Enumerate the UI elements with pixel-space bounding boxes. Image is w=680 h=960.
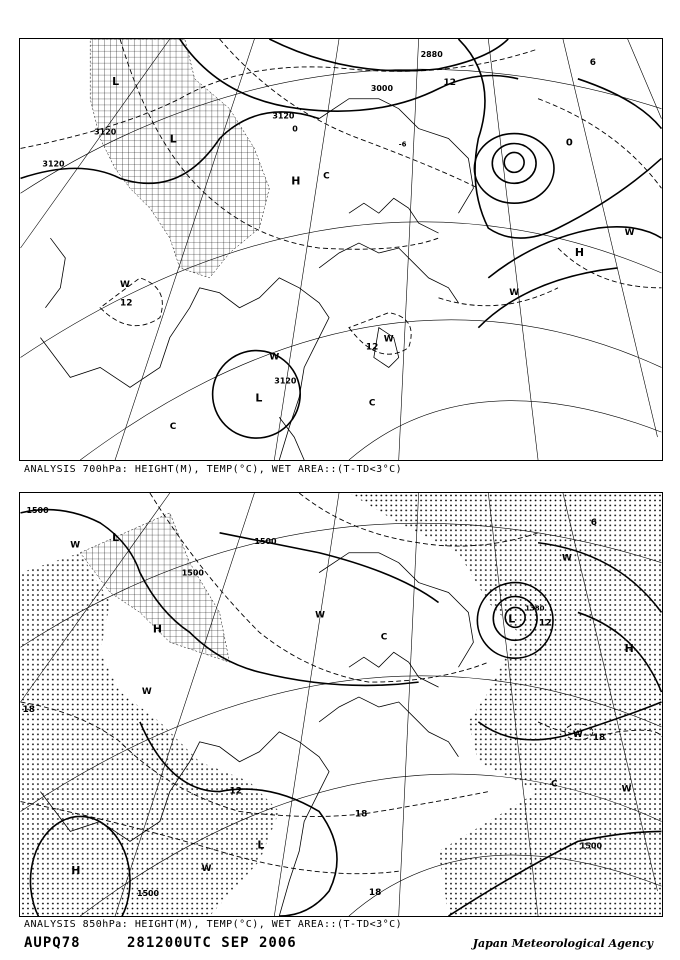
low-center-marker: L [112, 530, 120, 544]
temp-label: 6 [589, 57, 597, 68]
temp-label: 18 [592, 732, 606, 743]
height-label: 1500 [26, 505, 49, 515]
height-label: 3120 [94, 127, 117, 137]
warm-marker: W [383, 334, 394, 345]
height-label: 1380 [525, 604, 545, 613]
high-center-marker: H [574, 245, 585, 259]
warm-marker: W [561, 553, 572, 564]
temp-label: 18 [368, 888, 382, 899]
height-label: 1500 [254, 536, 277, 546]
temp-label: 12 [229, 786, 242, 797]
cold-marker: C [323, 171, 330, 182]
warm-marker: W [70, 540, 81, 551]
height-label: 3120 [274, 376, 297, 386]
temp-label: 18 [354, 809, 368, 820]
low-center-marker: L [169, 132, 177, 146]
low-center-marker: L [257, 838, 265, 852]
high-center-marker: H [152, 622, 163, 636]
warm-marker: W [120, 279, 130, 290]
temp-label: 6 [590, 517, 598, 528]
warm-marker: W [141, 687, 152, 698]
cold-marker: C [380, 632, 388, 643]
warm-marker: W [269, 352, 280, 363]
coastlines [40, 99, 473, 460]
height-label: 3120 [42, 159, 65, 169]
chart-identifier: AUPQ78 [24, 935, 81, 951]
map-panel-700hpa [19, 38, 663, 461]
map-850hpa [20, 493, 662, 916]
high-center-marker: H [71, 864, 81, 878]
temp-label: 0 [565, 137, 573, 149]
temp-label: 18 [22, 704, 35, 715]
warm-marker: W [201, 864, 212, 875]
warm-marker: W [509, 287, 520, 298]
height-label: 2880 [420, 49, 443, 59]
cold-marker: C [169, 422, 177, 433]
map-700hpa [20, 39, 662, 460]
caption-850hpa: ANALYSIS 850hPa: HEIGHT(M), TEMP(°C), WET AREA::(T-TD<3°C) [24, 919, 403, 930]
agency-credit: Japan Meteorological Agency [472, 937, 653, 950]
temp-label: 12 [365, 342, 379, 353]
temp-label: 12 [539, 618, 552, 629]
height-label: 3120 [272, 111, 295, 121]
temp-label: 0 [292, 124, 298, 134]
low-center-marker: L [255, 391, 263, 405]
temp-label: -6 [398, 140, 407, 149]
high-center-marker: H [624, 642, 634, 656]
warm-marker: W [624, 228, 635, 239]
low-center-marker: L [112, 74, 120, 88]
cold-marker: C [368, 398, 376, 409]
warm-marker: W [315, 610, 325, 621]
warm-marker: W [572, 729, 583, 740]
height-label: 1500 [579, 841, 603, 851]
height-label: 1500 [136, 889, 160, 899]
high-center-marker: H [291, 174, 301, 188]
wet-area [349, 493, 662, 916]
height-label: 3000 [370, 83, 393, 93]
warm-marker: W [621, 784, 632, 795]
height-label: 1500 [181, 568, 204, 578]
caption-700hpa: ANALYSIS 700hPa: HEIGHT(M), TEMP(°C), WET AREA::(T-TD<3°C) [24, 464, 403, 475]
temp-label: 12 [120, 298, 133, 309]
temp-label: 12 [443, 77, 456, 88]
low-center-marker: L [508, 612, 516, 626]
map-panel-850hpa [19, 492, 663, 917]
cold-marker: C [551, 779, 558, 790]
valid-time: 281200UTC SEP 2006 [127, 935, 297, 951]
